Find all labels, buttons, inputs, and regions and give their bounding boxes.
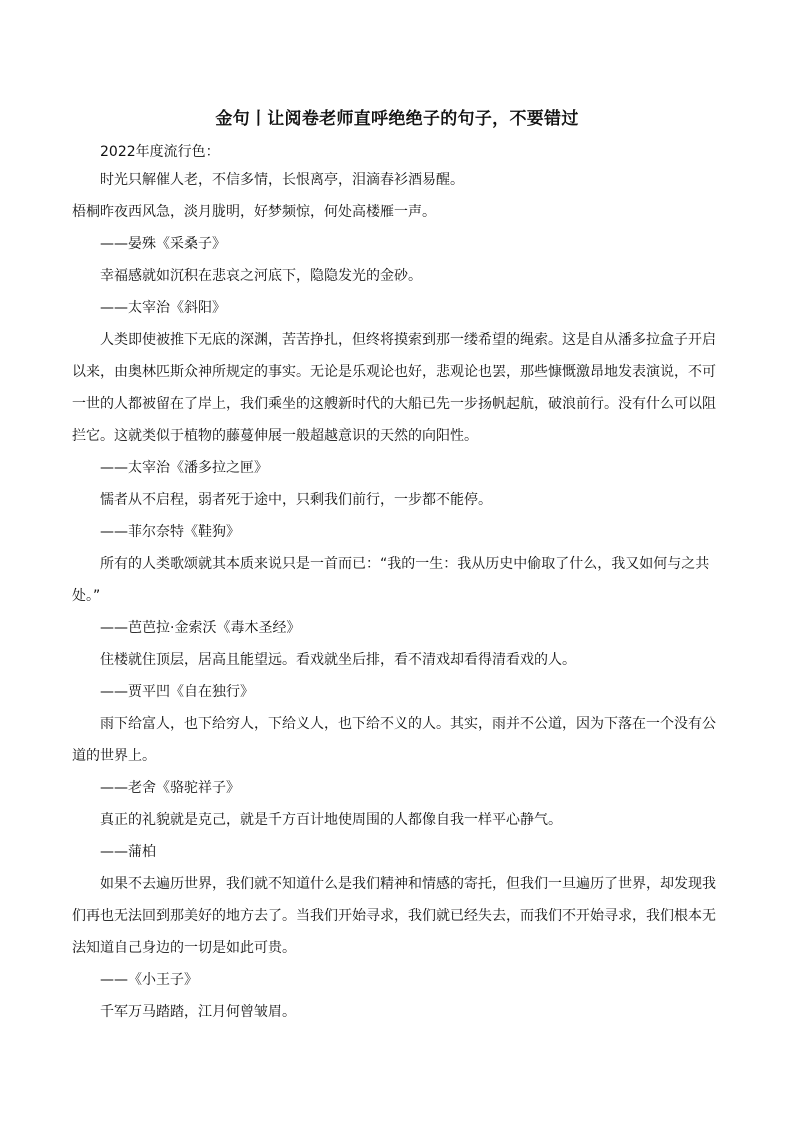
text-line: ——《小王子》: [100, 972, 198, 988]
text-line: 如果不去遍历世界，我们就不知道什么是我们精神和情感的寄托，但我们一旦遍历了世界，却发现我: [100, 876, 716, 892]
text-line: 住楼就住顶层，居高且能望远。看戏就坐后排，看不清戏却看得清看戏的人。: [100, 652, 576, 668]
text-line: 处。”: [72, 588, 101, 604]
text-line: 一世的人都被留在了岸上，我们乘坐的这艘新时代的大船已先一步扬帆起航，破浪前行。没有什么可以阻: [72, 396, 716, 412]
text-line: 道的世界上。: [72, 748, 156, 764]
text-line: 千军万马踏踏，江月何曾皱眉。: [100, 1004, 296, 1020]
text-line: ——贾平凹《自在独行》: [100, 684, 254, 700]
document-title: 金句丨让阅卷老师直呼绝绝子的句子，不要错过: [215, 109, 579, 129]
text-line: 以来，由奥林匹斯众神所规定的事实。无论是乐观论也好，悲观论也罢，那些慷慨激昂地发表演说，不可: [72, 364, 716, 380]
text-line: 雨下给富人，也下给穷人，下给义人，也下给不义的人。其实，雨并不公道，因为下落在一个没有公: [100, 716, 716, 732]
text-line: 懦者从不启程，弱者死于途中，只剩我们前行，一步都不能停。: [100, 492, 492, 508]
text-line: 幸福感就如沉积在悲哀之河底下，隐隐发光的金砂。: [100, 268, 422, 284]
text-line: ——老舍《骆驼祥子》: [100, 780, 240, 796]
text-line: 们再也无法回到那美好的地方去了。当我们开始寻求，我们就已经失去，而我们不开始寻求，我们根本无: [72, 908, 716, 924]
text-line: ——菲尔奈特《鞋狗》: [100, 524, 240, 540]
text-line: 梧桐昨夜西风急，淡月胧明，好梦频惊，何处高楼雁一声。: [72, 204, 436, 220]
text-line: 所有的人类歌颂就其本质来说只是一首而已：“我的一生：我从历史中偷取了什么，我又如何与之共: [100, 556, 710, 572]
text-line: ——蒲柏: [100, 844, 156, 860]
text-line: 人类即使被推下无底的深渊，苦苦挣扎，但终将摸索到那一缕希望的绳索。这是自从潘多拉盒子开启: [100, 332, 716, 348]
text-line: 时光只解催人老，不信多情，长恨离亭，泪滴春衫酒易醒。: [100, 172, 464, 188]
text-line: ——太宰治《潘多拉之匣》: [100, 460, 268, 476]
text-line: ——太宰治《斜阳》: [100, 300, 226, 316]
text-line: 拦它。这就类似于植物的藤蔓伸展一般超越意识的天然的向阳性。: [72, 428, 478, 444]
text-line: ——晏殊《采桑子》: [100, 236, 226, 252]
text-line: ——芭芭拉·金索沃《毒木圣经》: [100, 620, 301, 636]
text-line: 真正的礼貌就是克己，就是千方百计地使周围的人都像自我一样平心静气。: [100, 812, 562, 828]
text-line: 2022年度流行色：: [100, 144, 220, 160]
text-line: 法知道自己身边的一切是如此可贵。: [72, 940, 296, 956]
